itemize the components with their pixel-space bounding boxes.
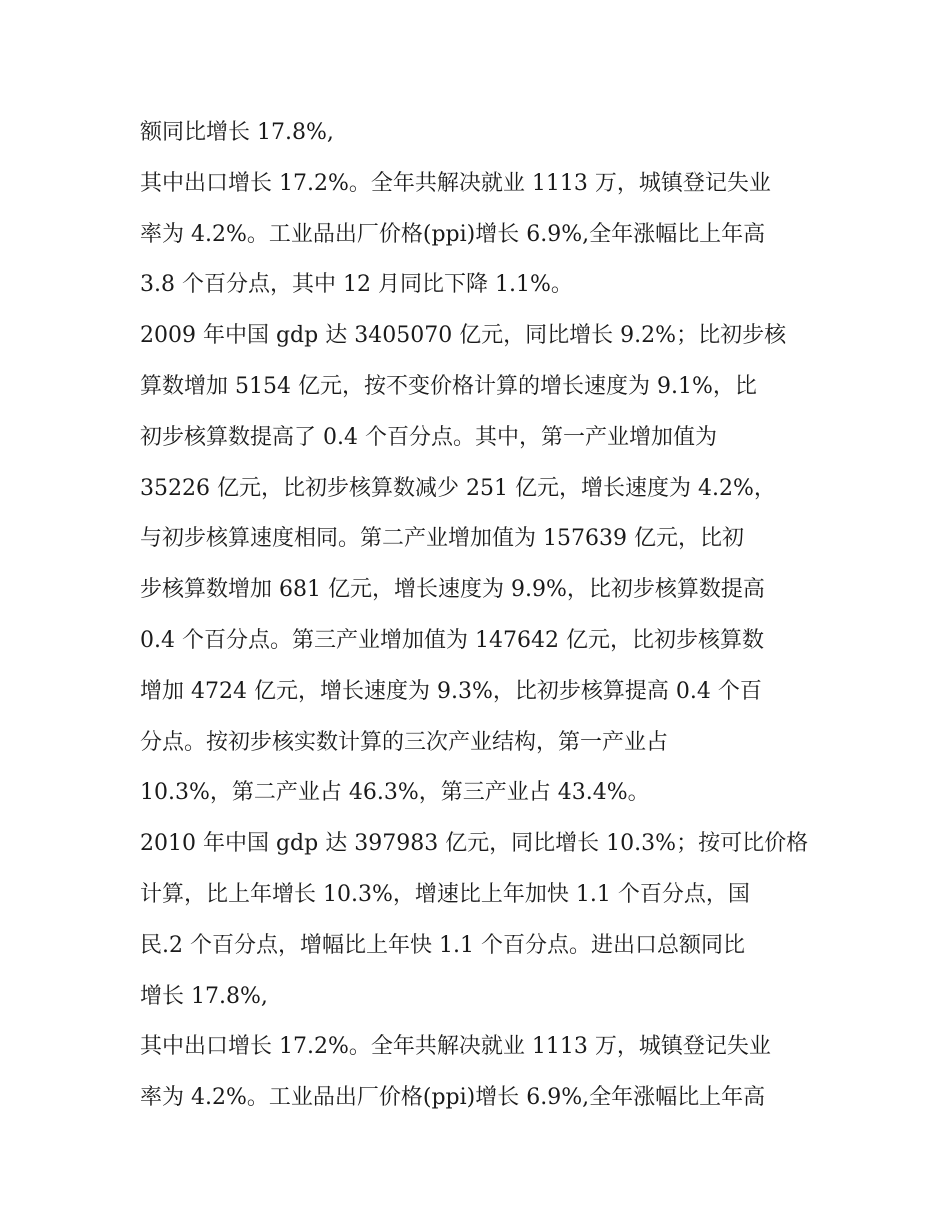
text-line: 步核算数增加 681 亿元，增长速度为 9.9%，比初步核算数提高: [140, 577, 765, 603]
text-line: 35226 亿元，比初步核算数减少 251 亿元，增长速度为 4.2%，: [140, 475, 776, 501]
text-line: 率为 4.2%。工业品出厂价格(ppi)增长 6.9%,全年涨幅比上年高: [140, 221, 766, 247]
text-line: 其中出口增长 17.2%。全年共解决就业 1113 万，城镇登记失业: [140, 170, 771, 196]
text-line: 初步核算数提高了 0.4 个百分点。其中，第一产业增加值为: [140, 424, 717, 450]
text-line: 2009 年中国 gdp 达 3405070 亿元，同比增长 9.2%；比初步核: [140, 323, 787, 349]
text-line: 3.8 个百分点，其中 12 月同比下降 1.1%。: [140, 272, 573, 298]
text-line: 计算，比上年增长 10.3%，增速比上年加快 1.1 个百分点，国: [140, 881, 750, 907]
text-line: 2010 年中国 gdp 达 397983 亿元，同比增长 10.3%；按可比价格: [140, 831, 809, 857]
text-line: 民.2 个百分点，增幅比上年快 1.1 个百分点。进出口总额同比: [140, 932, 745, 958]
text-line: 增长 17.8%,: [140, 983, 268, 1009]
text-line: 算数增加 5154 亿元，按不变价格计算的增长速度为 9.1%，比: [140, 373, 757, 399]
text-line: 其中出口增长 17.2%。全年共解决就业 1113 万，城镇登记失业: [140, 1034, 771, 1060]
text-line: 0.4 个百分点。第三产业增加值为 147642 亿元，比初步核算数: [140, 627, 764, 653]
text-line: 额同比增长 17.8%,: [140, 120, 334, 145]
document-body: [140, 108, 820, 1124]
text-line: 分点。按初步核实数计算的三次产业结构，第一产业占: [140, 729, 669, 755]
text-line: 与初步核算速度相同。第二产业增加值为 157639 亿元，比初: [140, 526, 744, 552]
text-line: 率为 4.2%。工业品出厂价格(ppi)增长 6.9%,全年涨幅比上年高: [140, 1085, 766, 1111]
text-line: 10.3%，第二产业占 46.3%，第三产业占 43.4%。: [140, 780, 650, 806]
text-line: 增加 4724 亿元，增长速度为 9.3%，比初步核算提高 0.4 个百: [140, 678, 762, 704]
